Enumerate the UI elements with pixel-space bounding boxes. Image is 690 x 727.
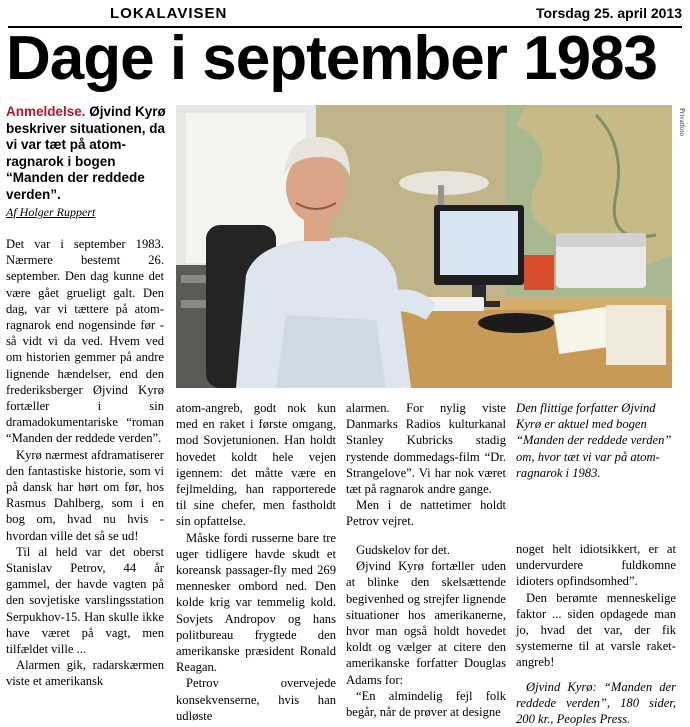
lead-text [6, 104, 166, 203]
newspaper-name: LOKALAVISEN [110, 5, 228, 22]
article-column-3-top [346, 400, 506, 530]
paragraph: Det var i september 1983. Nærmere bestemt 26. september. Den dag kunne det være gået grueligt galt. Den dag, var vi tættere på atom-ragnarok end nogensinde før - så vidt vi da ved. Hvem ved om historien gemmer på andre lignende hændelser, end den frederiksberger Øjvind Kyrø fortæller i sin dramadokumentariske “roman “Manden der reddede verden”. [6, 237, 164, 446]
photo-credit: Privatfoto [678, 108, 686, 136]
article-column-4 [516, 541, 676, 727]
author-photo [176, 105, 672, 388]
paragraph: atom-angreb, godt nok kun med en raket i første omgang, mod Sovjetunionen. Han holdt hovedet koldt hele vejen igennem: det måtte være en fejlmelding, han rapporterede til sine chefer, men fastholdt sin opfattelse. [176, 401, 336, 529]
paragraph: “En almindelig fejl folk begår, når de prøver at designe [346, 688, 506, 720]
book-info: Øjvind Kyrø: “Manden der reddede verden”, 180 sider, 200 kr., Peoples Press. [516, 679, 676, 727]
lead-body: Øjvind Kyrø beskriver situationen, da vi var tæt på atom-ragnarok i bogen “Manden der reddede verden”. [6, 104, 166, 202]
paragraph: Den berømte menneskelige faktor ... siden opdagede man jo, hvad det var, der fik systemerne til at varsle raket-angreb! [516, 590, 676, 670]
paragraph: noget helt idiotsikkert, er at undervurdere fuldkomne idioters opfindsomhed”. [516, 542, 676, 589]
lead-kicker: Anmeldelse. [6, 104, 86, 119]
headline: Dage i september 1983 [6, 24, 658, 93]
byline: Af Holger Ruppert [6, 205, 96, 219]
paragraph: Måske fordi russerne bare tre uger tidligere havde skudt et koreansk passager-fly med 269 mennesker ombord ned. Den kolde krig var temmelig kold. Sovjets Andropov og hans politbureau frygtede den amerikanske præsident Ronald Reagan. [176, 530, 336, 675]
photo-caption: Den flittige forfatter Øjvind Kyrø er aktuel med bogen “Manden der reddede verden” om, hvor tæt vi var på atom-ragnarok i 1983. [516, 401, 672, 480]
article-column-2 [176, 400, 336, 724]
paragraph: Alarmen gik, radarskærmen viste et amerikansk [6, 658, 164, 689]
paragraph: Gudskelov for det. [356, 543, 451, 557]
article-column-1 [6, 236, 164, 690]
paragraph: Petrov overvejede konsekvenserne, hvis han udløste [176, 676, 336, 723]
author-photo-illustration [176, 105, 672, 388]
issue-date: Torsdag 25. april 2013 [535, 5, 682, 21]
paragraph: Øjvind Kyrø fortæller uden at blinke den skelsættende begivenhed og strejfer lignende situationer hos amerikanerne, hvor man også holdt hovedet koldt og vælger at citere den amerikanske forfatter Douglas Adams for: [346, 559, 506, 687]
paragraph: Kyrø nærmest afdramatiserer den fantastiske historie, som vi på dansk har hørt om før, hos Rasmus Dahlberg, som i en bog om, hvad nu hvis - hvordan ville det så se ud! [6, 447, 164, 543]
paragraph: alarmen. For nylig viste Danmarks Radios kulturkanal Stanley Kubricks stadig rystende dommedags-film “Dr. Strangelove”. Vi har nok været tæt på ragnarok andre gange. [346, 401, 506, 497]
paragraph: Til al held var det oberst Stanislav Petrov, 44 år gammel, der havde vagten på den sovjetiske varslingsstation Serpukhov-15. Han skulle ikke have været på vagt, men tilfældet ville ... [6, 544, 164, 657]
paragraph: Men i de nattetimer holdt Petrov vejret. [346, 498, 506, 529]
article-column-3-bottom [346, 542, 506, 720]
